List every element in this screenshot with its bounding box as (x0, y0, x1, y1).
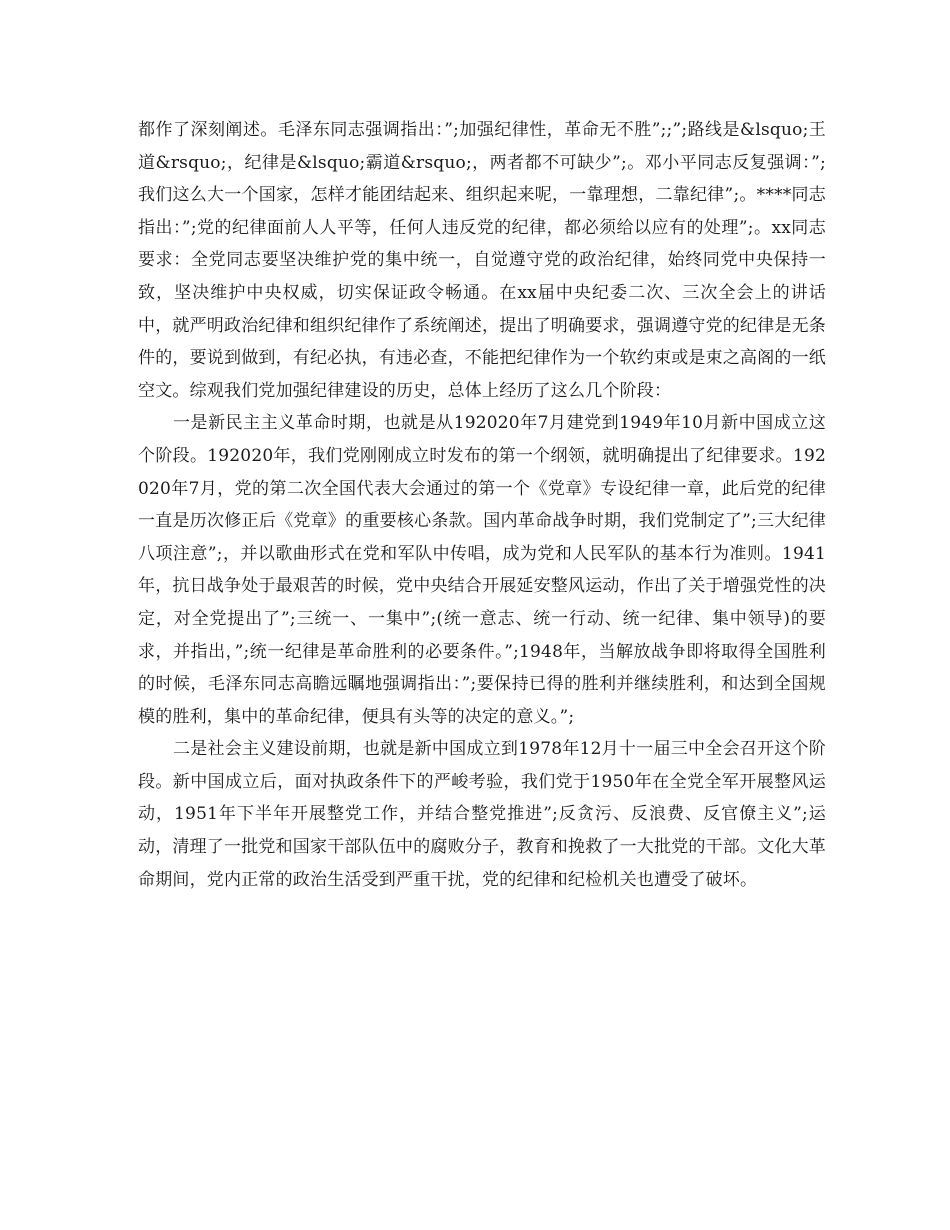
paragraph-continuation: 都作了深刻阐述。毛泽东同志强调指出：”;加强纪律性，革命无不胜”;;”;路线是&lsquo;王道&rsquo;，纪律是&lsquo;霸道&rsquo;，两者都不可缺少”;。邓小平同志反复强调：”;我们这么大一个国家，怎样才能团结起来、组织起来呢，一靠理想，二靠纪律”;。****同志指出：”;党的纪律面前人人平等，任何人违反党的纪律，都必须给以应有的处理”;。xx同志要求：全党同志要坚决维护党的集中统一，自觉遵守党的政治纪律，始终同党中央保持一致，坚决维护中央权威，切实保证政令畅通。在xx届中央纪委二次、三次全会上的讲话中，就严明政治纪律和组织纪律作了系统阐述，提出了明确要求，强调遵守党的纪律是无条件的，要说到做到，有纪必执，有违必查，不能把纪律作为一个软约束或是束之高阁的一纸空文。综观我们党加强纪律建设的历史，总体上经历了这么几个阶段： (138, 120, 826, 401)
document-body (138, 114, 826, 896)
paragraph-stage-two: 二是社会主义建设前期，也就是新中国成立到1978年12月十一届三中全会召开这个阶段。新中国成立后，面对执政条件下的严峻考验，我们党于1950年在全党全军开展整风运动，1951年下半年开展整党工作，并结合整党推进”;反贪污、反浪费、反官僚主义”;运动，清理了一批党和国家干部队伍中的腐败分子，教育和挽救了一大批党的干部。文化大革命期间，党内正常的政治生活受到严重干扰，党的纪律和纪检机关也遭受了破坏。 (138, 739, 826, 890)
paragraph-stage-one: 一是新民主主义革命时期，也就是从192020年7月建党到1949年10月新中国成立这个阶段。192020年，我们党刚刚成立时发布的第一个纲领，就明确提出了纪律要求。192020年7月，党的第二次全国代表大会通过的第一个《党章》专设纪律一章，此后党的纪律一直是历次修正后《党章》的重要核心条款。国内革命战争时期，我们党制定了”;三大纪律八项注意”;，并以歌曲形式在党和军队中传唱，成为党和人民军队的基本行为准则。1941年，抗日战争处于最艰苦的时候，党中央结合开展延安整风运动，作出了关于增强党性的决定，对全党提出了”;三统一、一集中”;(统一意志、统一行动、统一纪律、集中领导)的要求，并指出，”;统一纪律是革命胜利的必要条件。”;1948年，当解放战争即将取得全国胜利的时候，毛泽东同志高瞻远瞩地强调指出：”;要保持已得的胜利并继续胜利，和达到全国规模的胜利，集中的革命纪律，便具有头等的决定的意义。”; (138, 413, 826, 727)
